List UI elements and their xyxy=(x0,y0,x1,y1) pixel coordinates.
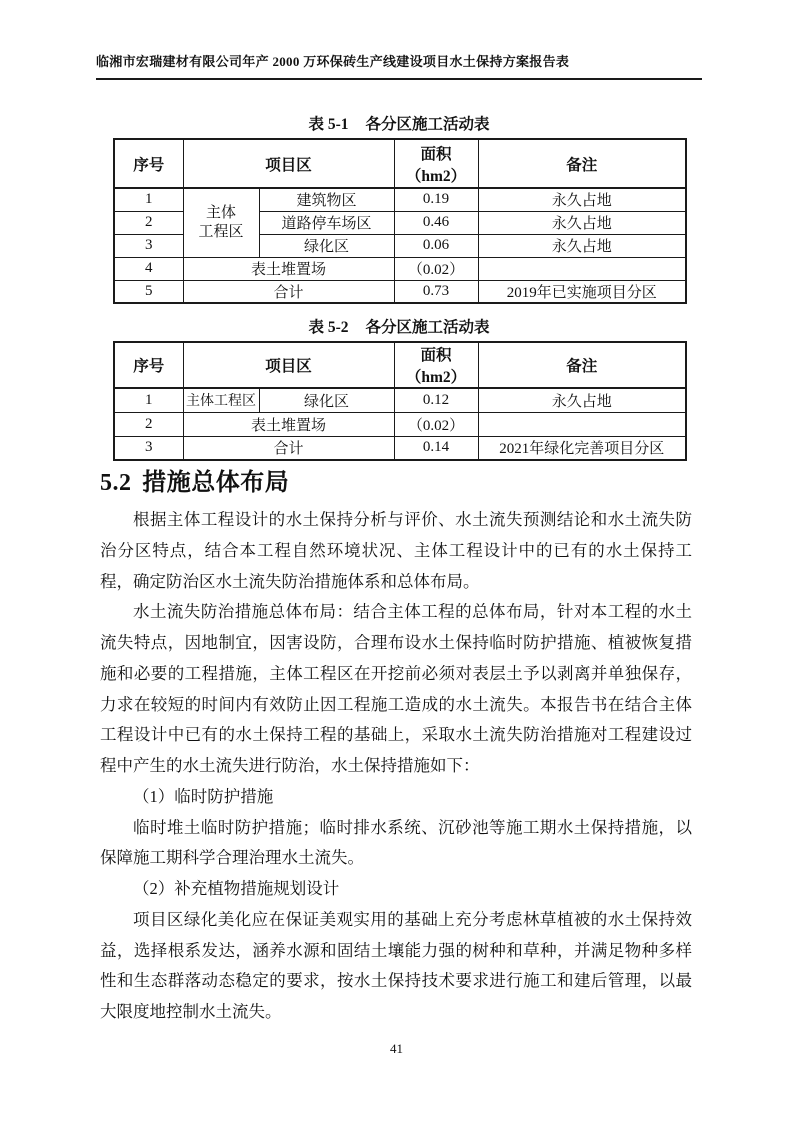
cell-no: 2 xyxy=(114,211,183,234)
header-cell-note: 备注 xyxy=(478,139,686,188)
cell-zone: 表土堆置场 xyxy=(183,412,394,436)
table-5-2-caption xyxy=(113,318,685,338)
table-header-row xyxy=(114,139,686,188)
cell-no: 3 xyxy=(114,436,183,460)
cell-area: 0.73 xyxy=(394,280,478,303)
table-row xyxy=(114,412,686,436)
body-text xyxy=(100,505,692,1028)
cell-group-main-project-area xyxy=(183,188,259,257)
header-cell-zone: 项目区 xyxy=(183,139,394,188)
cell-area: 0.19 xyxy=(394,188,478,211)
header-cell-no: 序号 xyxy=(114,139,183,188)
cell-area: 0.14 xyxy=(394,436,478,460)
cell-area: （0.02） xyxy=(394,412,478,436)
cell-zone: 合计 xyxy=(183,436,394,460)
cell-zone: 绿化区 xyxy=(259,234,394,257)
table-row xyxy=(114,436,686,460)
cell-area: 0.46 xyxy=(394,211,478,234)
cell-no: 4 xyxy=(114,257,183,280)
paragraph: 临时堆土临时防护措施；临时排水系统、沉砂池等施工期水土保持措施，以保障施工期科学合理治理水土流失。 xyxy=(100,817,692,868)
table-5-1-caption-title: 各分区施工活动表 xyxy=(365,116,490,133)
table-header-row xyxy=(114,342,686,388)
cell-group-main-project-area: 主体工程区 xyxy=(183,388,259,412)
table-5-1-caption-label: 表 5-1 xyxy=(308,116,349,133)
cell-note: 永久占地 xyxy=(478,211,686,234)
cell-zone: 合计 xyxy=(183,280,394,303)
cell-note: 永久占地 xyxy=(478,188,686,211)
table-row xyxy=(114,280,686,303)
header-cell-area: 面积（hm2） xyxy=(394,342,478,388)
header-cell-zone: 项目区 xyxy=(183,342,394,388)
header-cell-no: 序号 xyxy=(114,342,183,388)
cell-note: 2021年绿化完善项目分区 xyxy=(478,436,686,460)
cell-zone: 绿化区 xyxy=(259,388,394,412)
cell-note xyxy=(478,257,686,280)
cell-no: 1 xyxy=(114,188,183,211)
cell-note xyxy=(478,412,686,436)
construction-activity-table-5-1 xyxy=(113,138,687,304)
header-cell-note: 备注 xyxy=(478,342,686,388)
table-5-2-caption-label: 表 5-2 xyxy=(308,319,349,336)
cell-zone: 建筑物区 xyxy=(259,188,394,211)
table-row xyxy=(114,188,686,211)
cell-note: 永久占地 xyxy=(478,234,686,257)
table-row xyxy=(114,257,686,280)
table-5-2-caption-title: 各分区施工活动表 xyxy=(365,319,490,336)
cell-zone: 道路停车场区 xyxy=(259,211,394,234)
cell-note: 永久占地 xyxy=(478,388,686,412)
cell-area: （0.02） xyxy=(394,257,478,280)
construction-activity-table-5-2 xyxy=(113,341,687,461)
paragraph: 根据主体工程设计的水土保持分析与评价、水土流失预测结论和水土流失防治分区特点，结合本工程自然环境状况、主体工程设计中的已有的水土保持工程，确定防治区水土流失防治措施体系和总体布局。 xyxy=(100,510,692,591)
running-header: 临湘市宏瑞建材有限公司年产 2000 万环保砖生产线建设项目水土保持方案报告表 xyxy=(96,53,702,80)
cell-no: 2 xyxy=(114,412,183,436)
cell-area: 0.06 xyxy=(394,234,478,257)
paragraph: 水土流失防治措施总体布局：结合主体工程的总体布局，针对本工程的水土流失特点，因地制宜，因害设防，合理布设水土保持临时防护措施、植被恢复措施和必要的工程措施，主体工程区在开挖前必须对表层土予以剥离并单独保存，力求在较短的时间内有效防止因工程施工造成的水土流失。本报告书在结合主体工程设计中已有的水土保持工程的基础上，采取水土流失防治措施对工程建设过程中产生的水土流失进行防治，水土保持措施如下： xyxy=(100,602,692,775)
group-line-2: 工程区 xyxy=(198,223,244,240)
list-item-1: （1）临时防护措施 xyxy=(133,786,274,806)
section-number: 5.2 xyxy=(100,470,132,496)
cell-no: 5 xyxy=(114,280,183,303)
cell-no: 3 xyxy=(114,234,183,257)
cell-zone: 表土堆置场 xyxy=(183,257,394,280)
cell-no: 1 xyxy=(114,388,183,412)
page-number: 41 xyxy=(390,1041,403,1056)
paragraph: 项目区绿化美化应在保证美观实用的基础上充分考虑林草植被的水土保持效益，选择根系发达，涵养水源和固结土壤能力强的树种和草种，并满足物种多样性和生态群落动态稳定的要求，按水土保持技术要求进行施工和建后管理，以最大限度地控制水土流失。 xyxy=(100,909,692,1021)
cell-area: 0.12 xyxy=(394,388,478,412)
table-5-1-caption xyxy=(113,115,685,135)
section-title: 措施总体布局 xyxy=(142,470,290,496)
header-cell-area: 面积（hm2） xyxy=(394,139,478,188)
section-heading xyxy=(100,468,289,498)
group-line-1: 主体 xyxy=(205,204,236,221)
table-row xyxy=(114,388,686,412)
cell-note: 2019年已实施项目分区 xyxy=(478,280,686,303)
list-item-2: （2）补充植物措施规划设计 xyxy=(133,879,340,898)
